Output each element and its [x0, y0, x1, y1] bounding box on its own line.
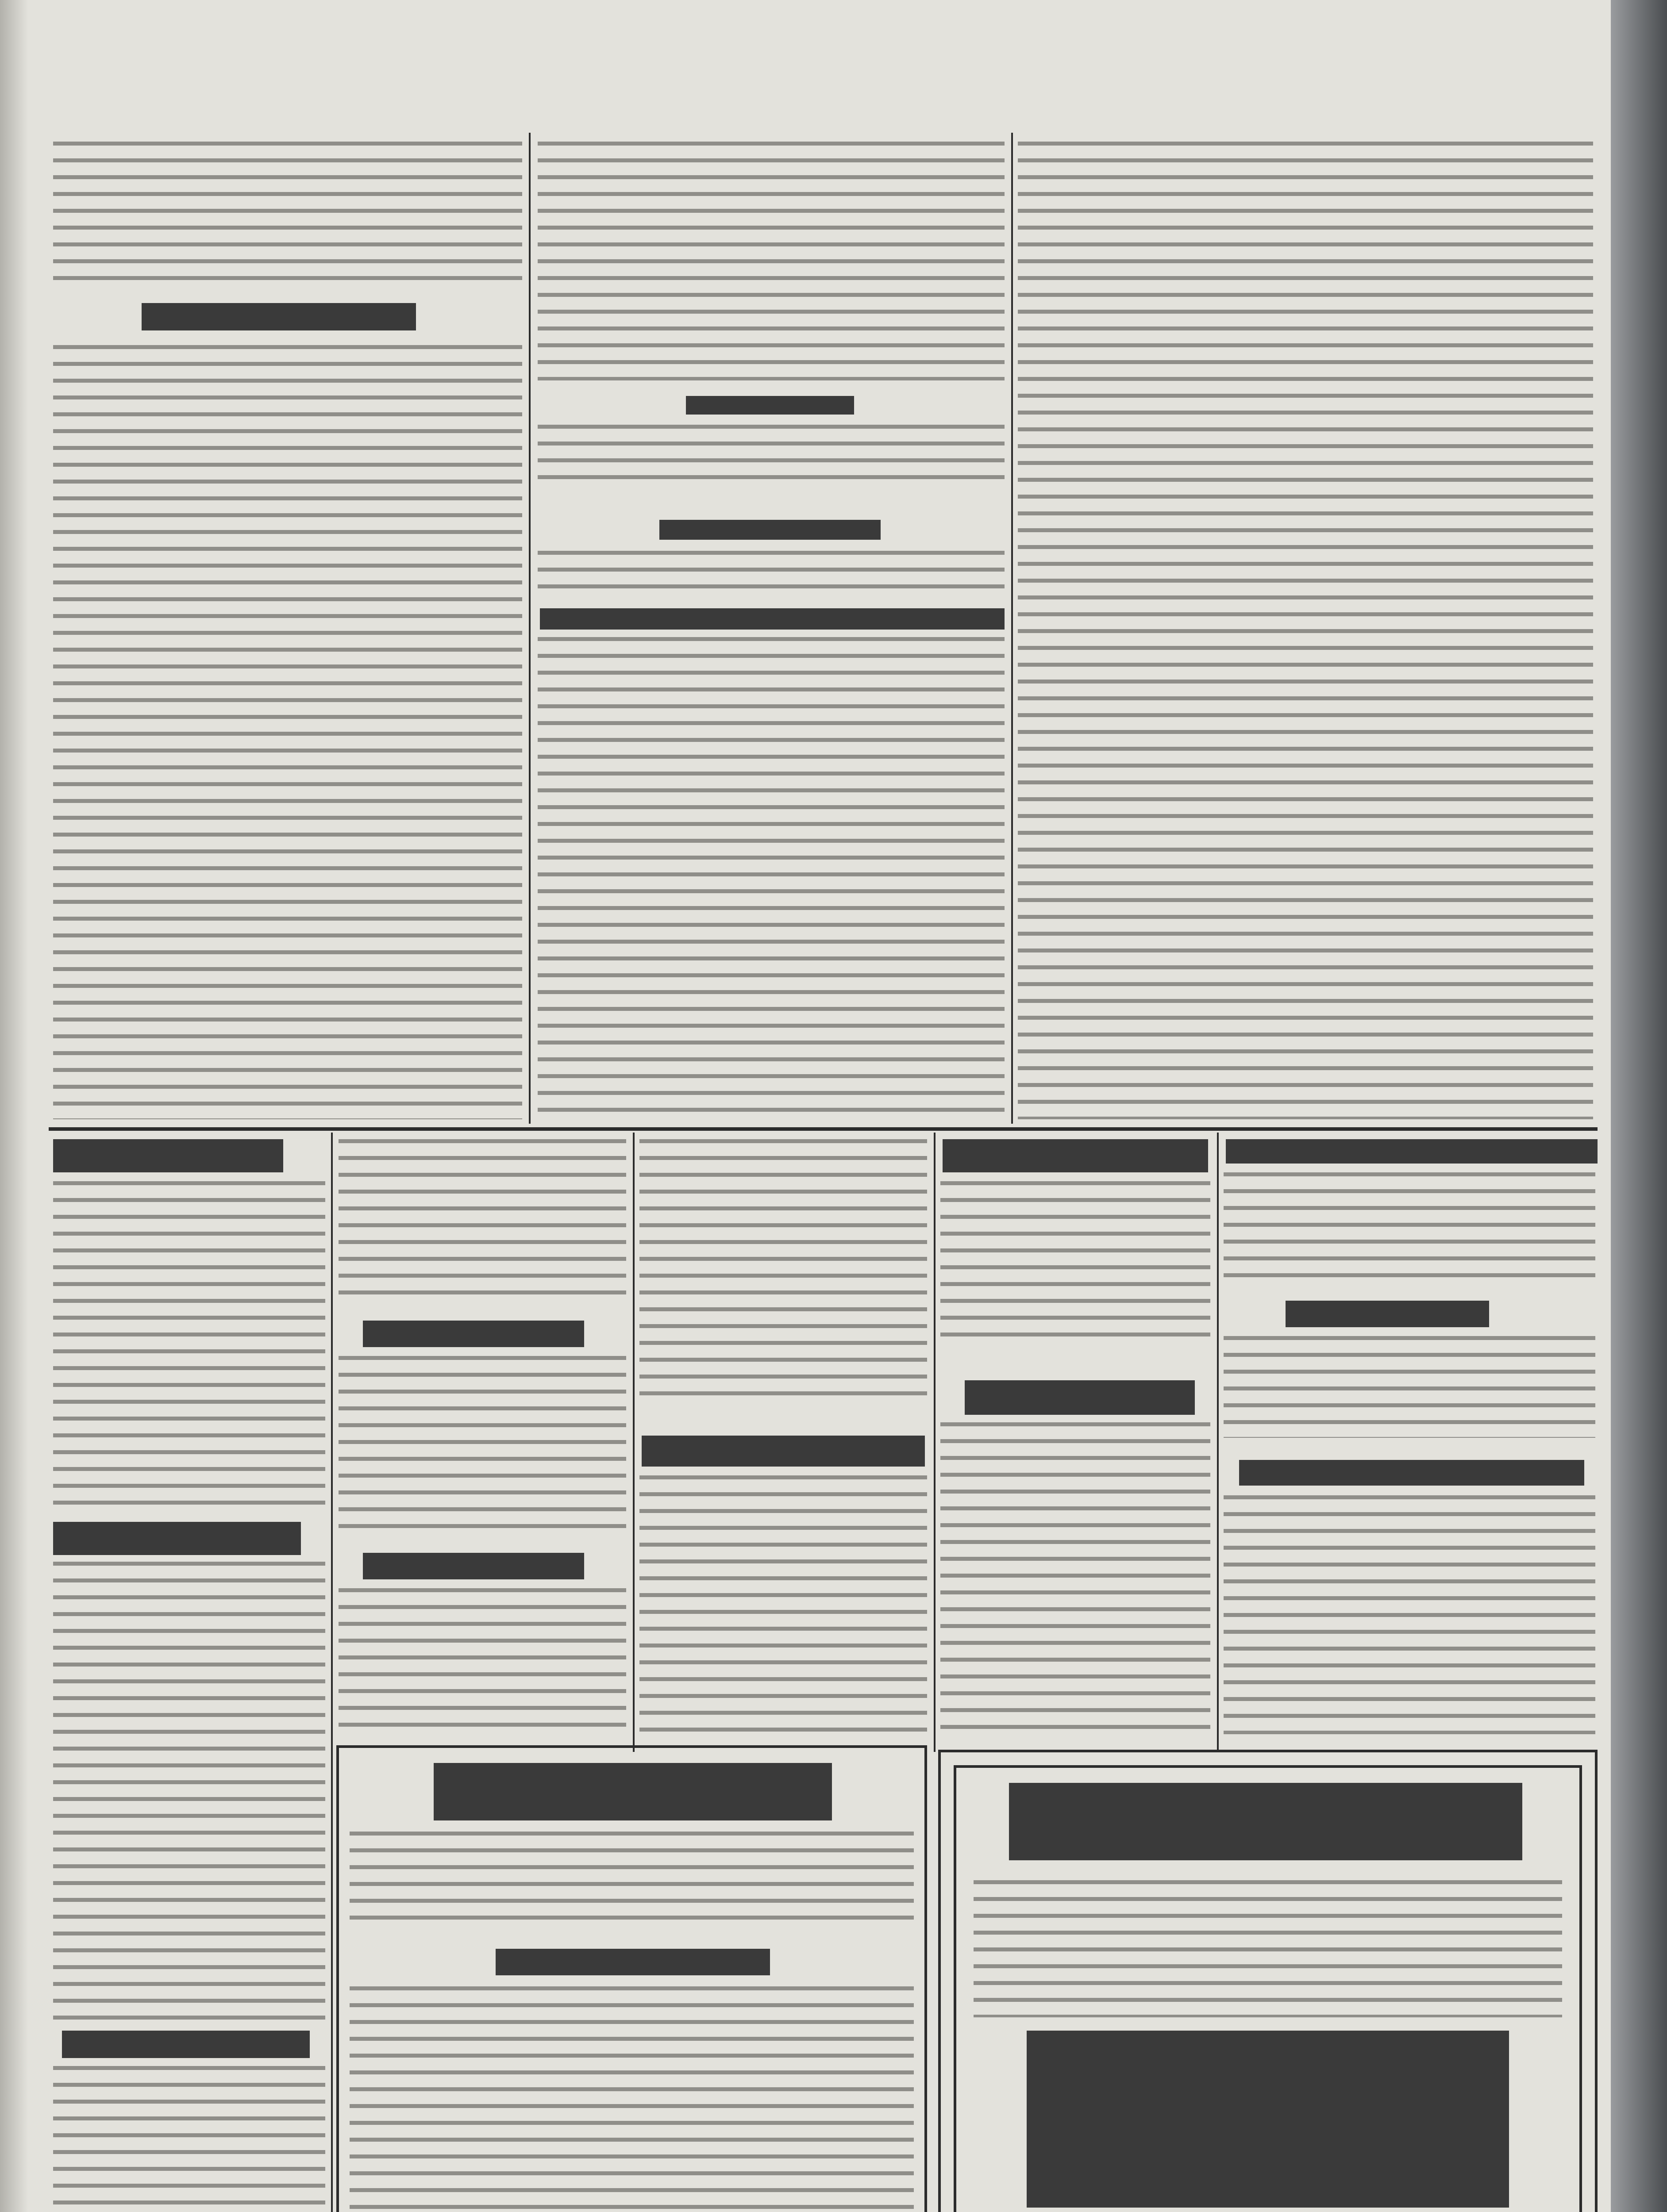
- text-block: [350, 1986, 914, 2212]
- column-rule: [1011, 133, 1013, 1124]
- notice-heading: [943, 1139, 1208, 1172]
- text-block: [940, 1181, 1210, 1349]
- text-block: [53, 142, 522, 288]
- advertisement-heading: [1009, 1783, 1522, 1860]
- text-block: [639, 1139, 927, 1405]
- text-block: [639, 1475, 927, 1741]
- text-block: [1224, 1336, 1595, 1438]
- column-rule: [529, 133, 531, 1124]
- column-rule: [331, 1133, 333, 2212]
- section-heading: [142, 303, 416, 330]
- text-block: [1018, 142, 1593, 1119]
- section-heading: [540, 608, 1005, 630]
- column-rule: [1217, 1133, 1219, 1752]
- notice-heading: [1239, 1460, 1584, 1486]
- text-block: [538, 142, 1005, 380]
- notice-heading: [1226, 1139, 1598, 1164]
- text-block: [538, 425, 1005, 491]
- notice-heading: [53, 1522, 301, 1555]
- advertisement-heading: [496, 1949, 770, 1975]
- section-heading: [686, 396, 854, 415]
- notice-heading: [363, 1321, 584, 1347]
- page-fold: [0, 0, 28, 2212]
- text-block: [339, 1588, 626, 1739]
- notice-heading: [1286, 1301, 1489, 1327]
- notice-heading: [53, 1139, 283, 1172]
- notice-heading: [62, 2031, 310, 2058]
- text-block: [974, 1880, 1562, 2017]
- column-rule: [934, 1133, 936, 1752]
- text-block: [53, 2066, 325, 2212]
- scan-edge: [1611, 0, 1667, 2212]
- text-block: [339, 1356, 626, 1528]
- section-rule: [49, 1127, 1598, 1131]
- text-block: [53, 1562, 325, 2022]
- notice-heading: [642, 1436, 925, 1467]
- advertisement-heading: [1027, 2031, 1509, 2208]
- advertisement-heading: [434, 1763, 832, 1820]
- text-block: [1224, 1495, 1595, 1734]
- text-block: [940, 1422, 1210, 1741]
- text-block: [53, 345, 522, 1119]
- text-block: [339, 1139, 626, 1298]
- notice-heading: [965, 1380, 1195, 1415]
- text-block: [538, 637, 1005, 1119]
- section-heading: [659, 520, 881, 540]
- column-rule: [633, 1133, 635, 1752]
- text-block: [350, 1832, 914, 1929]
- text-block: [53, 1181, 325, 1511]
- notice-heading: [363, 1553, 584, 1579]
- text-block: [1224, 1172, 1595, 1279]
- text-block: [538, 551, 1005, 593]
